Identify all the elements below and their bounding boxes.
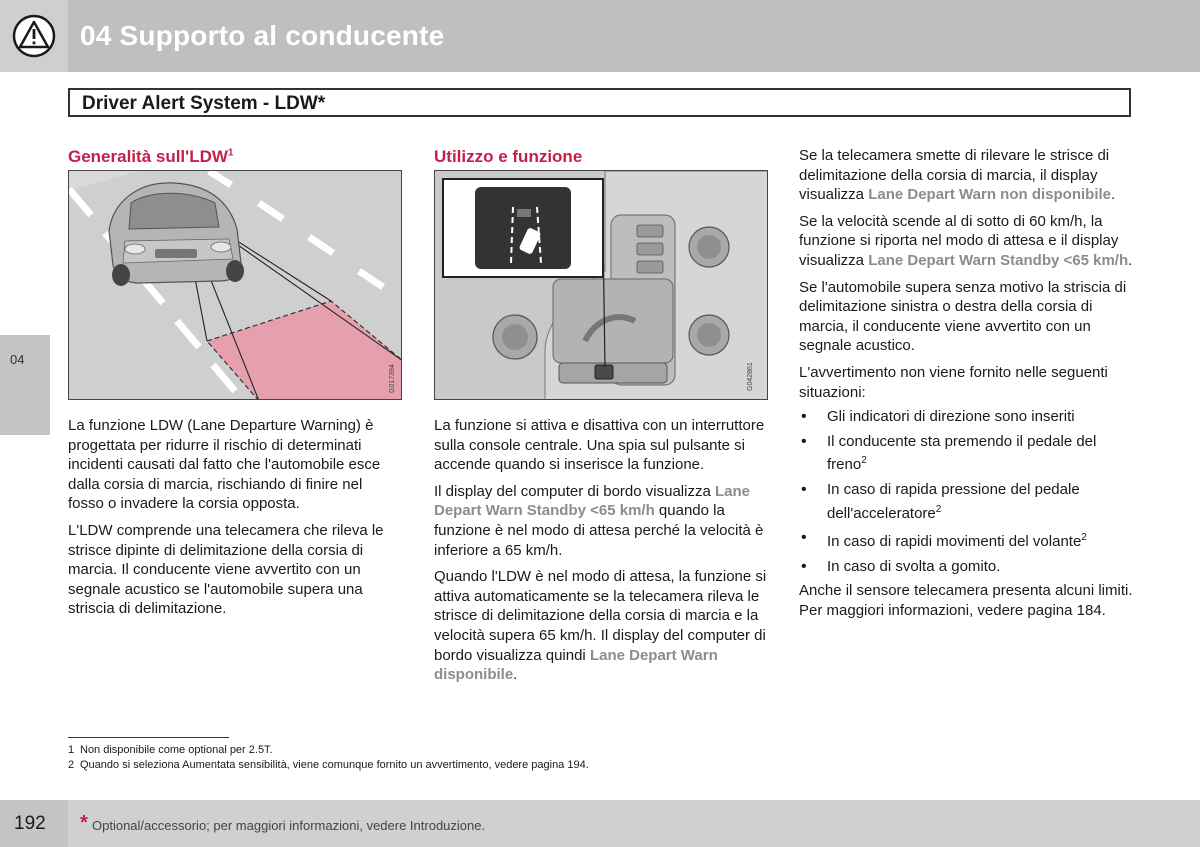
section-title-box (68, 88, 1131, 117)
paragraph: Se l'automobile supera senza motivo la striscia di delimitazione sinistra o destra della corsia di marcia, il conducente viene avvertito con un segnale acustico. (799, 278, 1127, 355)
list-item (799, 480, 1133, 523)
chapter-side-tab (0, 335, 50, 435)
list-item (799, 407, 1133, 427)
car-lane-drawing (69, 171, 402, 400)
optional-star-icon: * (80, 812, 88, 834)
chapter-icon-box (0, 0, 68, 72)
list-item-text: In caso di rapidi movimenti del volante (827, 533, 1082, 551)
paragraph (434, 482, 768, 560)
text-run: Il display del computer di bordo visualizza (434, 482, 715, 500)
car-lane-illustration (68, 170, 402, 400)
text-run: . (1128, 251, 1133, 269)
paragraph (799, 146, 1133, 205)
display-message: Lane Depart Warn Standby <65 km/h (434, 482, 750, 520)
paragraph: Anche il sensore telecamera presenta alcuni limiti. Per maggiori informazioni, vedere pagina 184. (799, 582, 1133, 619)
footnote-text: Non disponibile come optional per 2.5T. (80, 744, 273, 756)
footnote-text: Quando si seleziona Aumentata sensibilità, viene comunque fornito un avvertimento, vedere pagina 194. (80, 759, 589, 771)
exception-list (799, 407, 1133, 576)
list-item (799, 557, 1133, 577)
page-number: 192 (14, 813, 46, 834)
text-run: Se la velocità scende al di sotto di 60 km/h, la funzione si riporta nel modo di attesa e il display visualizza (799, 212, 1119, 269)
text-run: . (1111, 186, 1116, 204)
list-item-text: Il conducente sta premendo il pedale del freno (827, 432, 1097, 474)
footnotes (68, 743, 589, 773)
footnote-ref: 2 (1081, 532, 1087, 544)
text-run: . (513, 666, 518, 684)
footer-note: Optional/accessorio; per maggiori informazioni, vedere Introduzione. (92, 818, 486, 833)
center-console-drawing (435, 171, 768, 400)
center-console-illustration (434, 170, 768, 400)
paragraph (799, 212, 1133, 271)
list-item-text: In caso di svolta a gomito. (827, 557, 1001, 575)
heading-utilizzo: Utilizzo e funzione (434, 147, 583, 166)
paragraph: La funzione si attiva e disattiva con un interruttore sulla console centrale. Una spia sul pulsante si accende quando si inserisce la funzione. (434, 417, 765, 474)
paragraph: L'avvertimento non viene fornito nelle seguenti situazioni: (799, 363, 1108, 401)
chapter-title: 04 Supporto al conducente (80, 20, 445, 51)
footnote-number: 2 (68, 759, 75, 771)
column-3-text (799, 146, 1133, 627)
text-run: Quando l'LDW è nel modo di attesa, la funzione si attiva automaticamente se la telecamera rileva le strisce di delimitazione della corsia di marcia e la velocità supera 65 km/h. Il display del computer di bordo visualizza quindi (434, 568, 767, 664)
footnote-ref-1: 1 (227, 147, 234, 159)
figure-code-2: G042861 (747, 362, 754, 391)
paragraph: La funzione LDW (Lane Departure Warning) è progettata per ridurre il rischio di determinati incidenti causati dal fatto che l'automobile esce dalla corsia di marcia, rischiando di finire nel fosso o invadere la corsia opposta. (68, 417, 381, 513)
figure-code-1: G017394 (389, 364, 396, 393)
list-item-text: Gli indicatori di direzione sono inseriti (827, 408, 1075, 426)
text-run: quando la funzione è nel modo di attesa perché la velocità è inferiore a 65 km/h. (434, 502, 764, 559)
text-run: Se la telecamera smette di rilevare le strisce di delimitazione della corsia di marcia, il display visualizza (799, 147, 1110, 204)
footnote (68, 743, 589, 758)
paragraph: L'LDW comprende una telecamera che rileva le strisce dipinte di delimitazione della corsia di marcia. Il conducente viene avvertito con un segnale acustico se l'automobile supera una striscia di delimitazione. (68, 521, 384, 618)
list-item (799, 528, 1133, 552)
footnote-ref: 2 (935, 503, 942, 515)
column-1-text (68, 416, 402, 626)
display-message: Lane Depart Warn Standby <65 km/h (868, 251, 1129, 269)
display-message: Lane Depart Warn disponibile (434, 646, 718, 684)
footnote-divider (68, 737, 229, 738)
column-2-text (434, 416, 768, 692)
chapter-side-tab-label: 04 (10, 352, 25, 367)
section-title: Driver Alert System - LDW* (82, 93, 326, 114)
footnote (68, 758, 589, 773)
warning-triangle-icon (12, 14, 56, 58)
list-item-text: In caso di rapida pressione del pedale dell'acceleratore (827, 480, 1080, 522)
footnote-ref: 2 (861, 455, 867, 467)
heading-generalita-text: Generalità sull'LDW (68, 147, 228, 166)
list-item (799, 432, 1133, 475)
footnote-number: 1 (68, 744, 75, 756)
heading-generalita (68, 147, 233, 167)
display-message: Lane Depart Warn non disponibile (868, 186, 1111, 204)
paragraph (434, 567, 768, 685)
